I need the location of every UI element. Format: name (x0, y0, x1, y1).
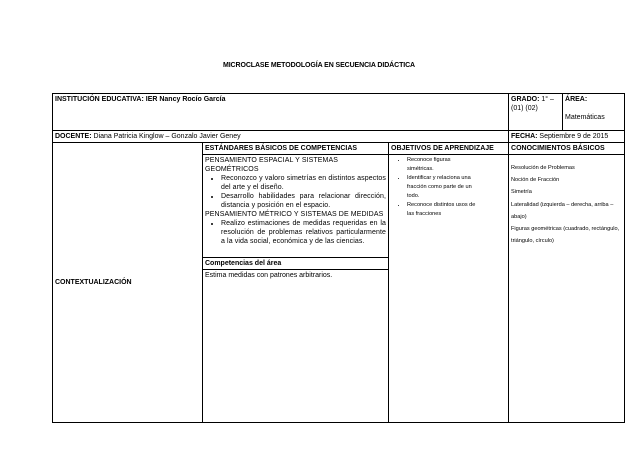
area-label: ÁREA: (565, 96, 588, 103)
objective-item: • Reconoce distintos usos de las fracciones (407, 201, 477, 219)
competencies-label: Competencias del área (203, 258, 389, 270)
grade-cell (509, 94, 563, 131)
contextualization-label: CONTEXTUALIZACIÓN (53, 143, 203, 423)
knowledge-item: Resolución de Problemas (511, 165, 575, 171)
objective-item: • Reconoce figuras simétricas. (407, 156, 477, 174)
area-cell (563, 94, 625, 131)
knowledge-item: Figuras geométricas (cuadrado, rectángulo, triángulo, círculo) (511, 226, 620, 245)
standards-heading-metric: PENSAMIENTO MÉTRICO Y SISTEMAS DE MEDIDAS (205, 211, 384, 218)
knowledge-cell (509, 155, 625, 423)
standard-item: • Desarrollo habilidades para relacionar dirección, distancia y posición en el espacio. (221, 192, 386, 210)
institution-value: IER Nancy Rocío García (145, 96, 226, 103)
date-value: Septiembre 9 de 2015 (539, 133, 609, 140)
teacher-label: DOCENTE: (55, 133, 92, 140)
standards-heading-spatial: PENSAMIENTO ESPACIAL Y SISTEMAS GEOMÉTRICOS (205, 157, 339, 173)
teacher-value: Diana Patricia Kinglow – Gonzalo Javier Geney (93, 133, 241, 140)
column-header-row (53, 143, 625, 155)
area-value: Matemáticas (565, 114, 605, 121)
grade-label: GRADO: (511, 96, 540, 103)
objectives-header: OBJETIVOS DE APRENDIZAJE (389, 143, 509, 155)
institution-label: INSTITUCIÓN EDUCATIVA: (55, 96, 144, 103)
date-cell (509, 131, 625, 143)
objectives-cell (389, 155, 509, 423)
knowledge-header: CONOCIMIENTOS BÁSICOS (509, 143, 625, 155)
grade-value: 1° – (01) (02) (511, 96, 554, 112)
teacher-row (53, 131, 625, 143)
standard-item: • Realizo estimaciones de medidas requeridas en la resolución de problemas relativos particularmente a la vida social, económica y de las ciencias. (221, 219, 386, 246)
standards-header: ESTÁNDARES BÁSICOS DE COMPETENCIAS (203, 143, 389, 155)
institution-row (53, 94, 625, 131)
knowledge-item: Simetría (511, 189, 532, 196)
document-title: MICROCLASE METODOLOGÍA EN SECUENCIA DIDÁCTICA (222, 62, 416, 69)
standards-cell (203, 155, 389, 258)
date-label: FECHA: (511, 133, 538, 140)
teacher-cell (53, 131, 509, 143)
institution-cell (53, 94, 509, 131)
knowledge-item: Lateralidad (izquierda – derecha, arriba – abajo) (511, 201, 614, 220)
competencies-value: Estima medidas con patrones arbitrarios. (203, 270, 389, 423)
knowledge-item: Noción de Fracción (511, 177, 560, 184)
lesson-plan-table (52, 93, 625, 423)
standard-item: • Reconozco y valoro simetrías en distintos aspectos del arte y el diseño. (221, 174, 386, 192)
objective-item: • Identificar y relaciona una fracción como parte de un todo. (407, 174, 477, 201)
